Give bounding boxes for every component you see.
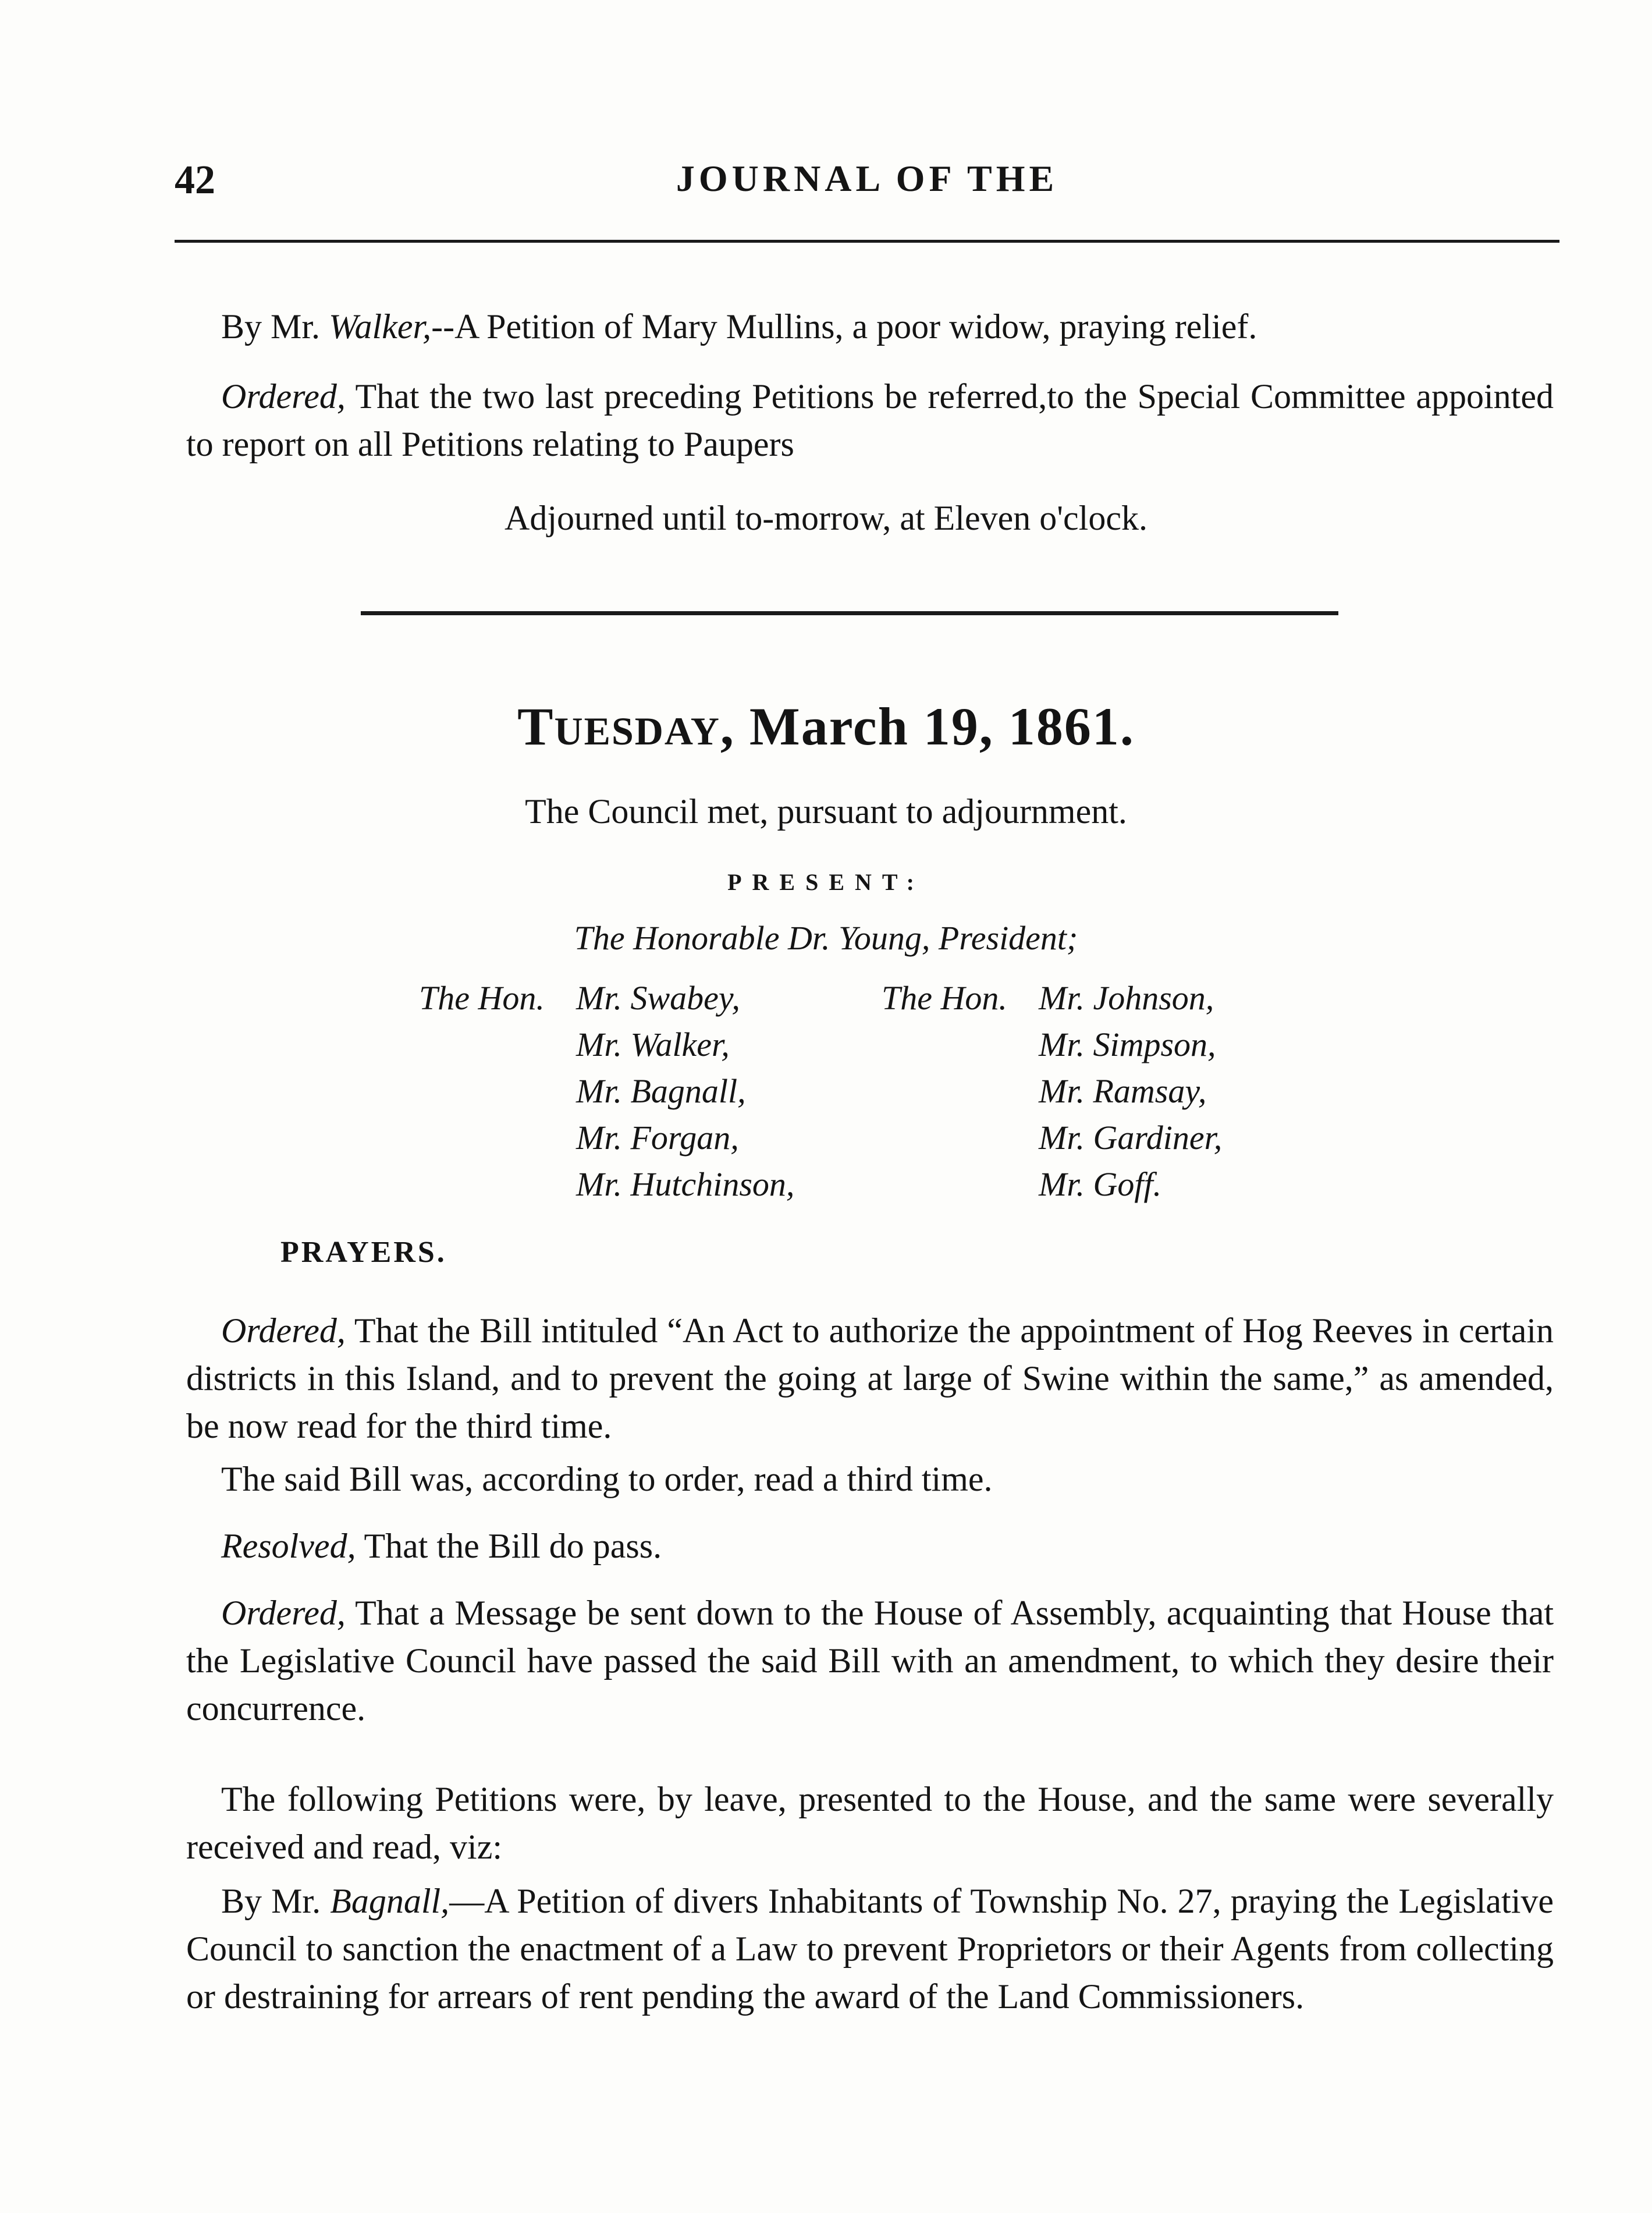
member-name: Mr. Forgan, bbox=[576, 1119, 739, 1157]
bagnall-text: —A Petition of divers Inhabitants of Township No. 27, praying the Legislative Council to sanction the enactment of a Law to prevent Proprietors or their Agents from collecting or destraining for arrears of rent pending the award of the Land Commissioners. bbox=[186, 1882, 1554, 2016]
member-name: Mr. Swabey, bbox=[576, 979, 740, 1017]
walker-member: Walker, bbox=[329, 307, 432, 346]
resolved-lead: Resolved, bbox=[221, 1527, 356, 1565]
day-rest: UESDAY bbox=[554, 709, 720, 753]
walker-text: --A Petition of Mary Mullins, a poor widow, praying relief. bbox=[431, 307, 1257, 346]
resolved-line bbox=[221, 1522, 662, 1570]
member-name: Mr. Walker, bbox=[576, 1026, 730, 1063]
members-right-column bbox=[882, 975, 1222, 1208]
present-label: PRESENT: bbox=[727, 869, 925, 895]
member-name: Mr. Simpson, bbox=[1039, 1026, 1216, 1063]
order-refer-text: That the two last preceding Petitions be referred,to the Special Committee appointed to report on all Petitions relating to Paupers bbox=[186, 377, 1554, 463]
bagnall-member: Bagnall, bbox=[330, 1882, 450, 1920]
section-divider-rule bbox=[361, 611, 1338, 615]
president-line: The Honorable Dr. Young, President; bbox=[574, 919, 1078, 957]
members-left-prefix: The Hon. bbox=[419, 979, 545, 1017]
walker-by: By Mr. bbox=[221, 307, 321, 346]
council-met-line: The Council met, pursuant to adjournment. bbox=[525, 792, 1127, 831]
member-name: Mr. Bagnall, bbox=[576, 1072, 746, 1110]
order-third-reading-paragraph bbox=[186, 1307, 1554, 1450]
member-name: Mr. Hutchinson, bbox=[576, 1165, 795, 1203]
member-name: Mr. Goff. bbox=[1039, 1165, 1162, 1203]
order-refer-lead: Ordered, bbox=[221, 377, 346, 416]
third-reading-line: The said Bill was, according to order, read a third time. bbox=[221, 1460, 993, 1498]
members-right-prefix: The Hon. bbox=[882, 979, 1007, 1017]
bagnall-petition-paragraph bbox=[186, 1877, 1554, 2020]
member-name: Mr. Gardiner, bbox=[1039, 1119, 1223, 1157]
header-rule bbox=[175, 240, 1559, 243]
date-text: , March 19, 1861. bbox=[720, 697, 1135, 756]
walker-petition bbox=[221, 303, 1257, 350]
petitions-intro-paragraph: The following Petitions were, by leave, presented to the House, and the same were severally received and read, viz: bbox=[186, 1780, 1554, 1866]
day-initial: T bbox=[517, 697, 555, 756]
bagnall-by: By Mr. bbox=[221, 1882, 321, 1920]
order-message-paragraph bbox=[186, 1589, 1554, 1732]
member-name: Mr. Johnson, bbox=[1039, 979, 1214, 1017]
resolved-text: That the Bill do pass. bbox=[364, 1527, 662, 1565]
page-header bbox=[175, 157, 1559, 215]
date-heading bbox=[0, 696, 1652, 757]
prayers-heading: PRAYERS. bbox=[280, 1236, 447, 1269]
order-third-lead: Ordered, bbox=[221, 1311, 346, 1350]
order-message-lead: Ordered, bbox=[221, 1594, 346, 1632]
order-refer-paragraph bbox=[186, 373, 1554, 468]
running-title: JOURNAL OF THE bbox=[676, 158, 1058, 199]
members-left-column bbox=[419, 975, 794, 1208]
order-message-text: That a Message be sent down to the House of Assembly, acquainting that House that the Legislative Council have passed the said Bill with an amendment, to which they desire their concurrence. bbox=[186, 1594, 1554, 1728]
order-third-text: That the Bill intituled “An Act to authorize the appointment of Hog Reeves in certain districts in this Island, and to prevent the going at large of Swine within the same,” as amended, be now read for the third time. bbox=[186, 1311, 1554, 1445]
member-name: Mr. Ramsay, bbox=[1039, 1072, 1207, 1110]
page-number: 42 bbox=[175, 158, 215, 203]
adjournment-line: Adjourned until to-morrow, at Eleven o'clock. bbox=[505, 499, 1147, 537]
